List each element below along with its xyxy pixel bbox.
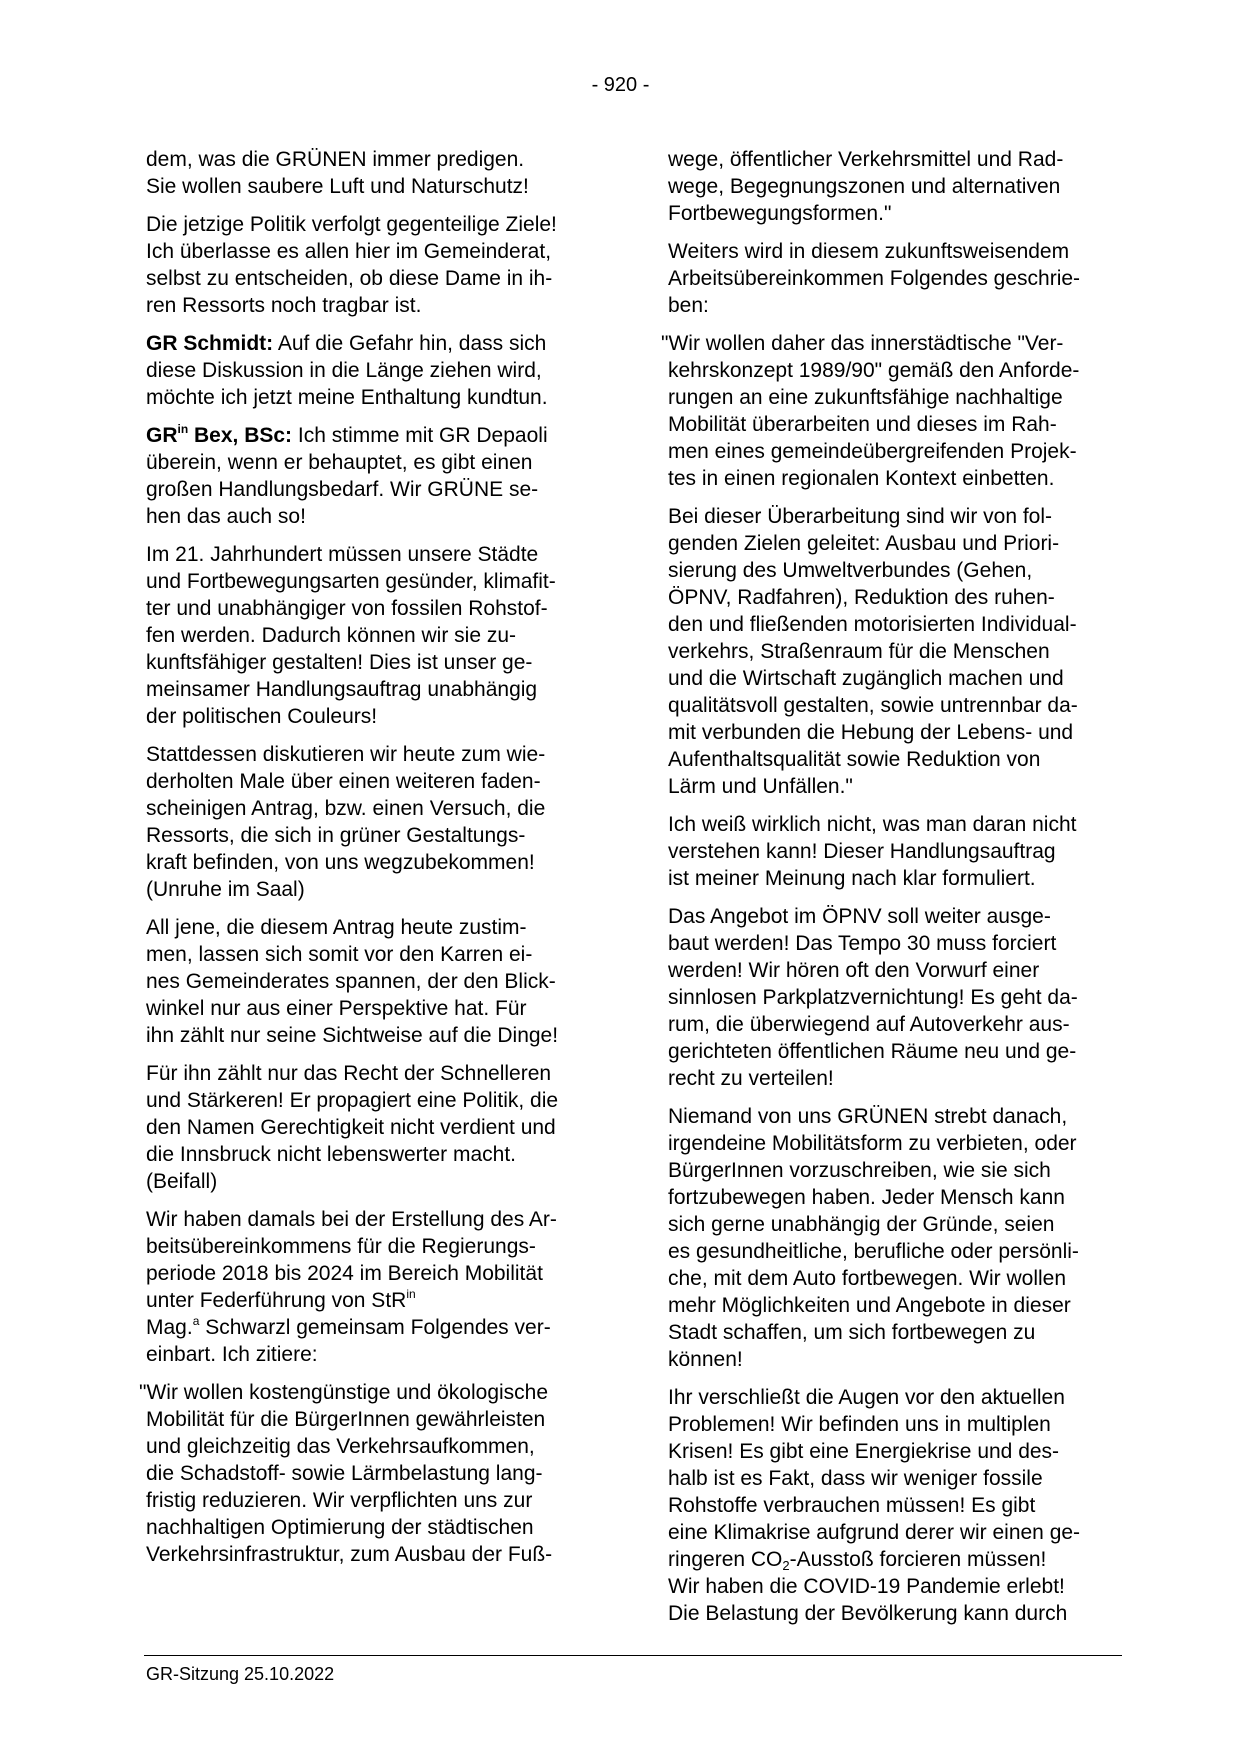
- paragraph: wege, öffentlicher Verkehrsmittel und Rad- wege, Begegnungszonen und alternativen Fortbewegungsformen.": [668, 148, 1064, 225]
- speaker-name: $GR^{in}$ Bex, BSc:: [146, 422, 293, 447]
- paragraph: Im 21. Jahrhundert müssen unsere Städte und Fortbewegungsarten gesünder, klimafit- ter und unabhängiger von fossilen Rohstof- fen werden. Dadurch können wir sie zu- kunftsfähiger gestalten! Dies ist unser ge- meinsamer Handlungsauftrag unabhängig der politischen Couleurs!: [146, 543, 556, 728]
- speaker-paragraph: GR Schmidt: Auf die Gefahr hin, dass sich diese Diskussion in die Länge ziehen wird, möchte ich jetzt meine Enthaltung kundtun.: [146, 332, 548, 409]
- paragraph: Niemand von uns GRÜNEN strebt danach, irgendeine Mobilitätsform zu verbieten, oder BürgerInnen vorzuschreiben, wie sie sich fortzubewegen haben. Jeder Mensch kann sich gerne unabhängig der Gründe, seien es gesundheitliche, berufliche oder persönli- che, mit dem Auto fortbewegen. Wir wollen mehr Möglichkeiten und Angebote in dieser Stadt schaffen, um sich fortbewegen zu können!: [668, 1105, 1079, 1371]
- quote-paragraph: "Wir wollen kostengünstige und ökologische Mobilität für die BürgerInnen gewährleisten und gleichzeitig das Verkehrsaufkommen, die Schadstoff- sowie Lärmbelastung lang- fristig reduzieren. Wir verpflichten uns zur nachhaltigen Optimierung der städtischen Verkehrsinfrastruktur, zum Ausbau der Fuß-: [139, 1381, 553, 1566]
- right-column: [661, 146, 1123, 1638]
- paragraph: Die jetzige Politik verfolgt gegenteilige Ziele! Ich überlasse es allen hier im Gemeinderat, selbst zu entscheiden, ob diese Dame in ih- ren Ressorts noch tragbar ist.: [146, 213, 557, 317]
- paragraph: Bei dieser Überarbeitung sind wir von fol- genden Zielen geleitet: Ausbau und Priori- sierung des Umweltverbundes (Gehen, ÖPNV, Radfahren), Reduktion des ruhen- den und fließenden motorisierten Individual- verkehrs, Straßenraum für die Menschen und die Wirtschaft zugänglich machen und qualitätsvoll gestalten, sowie untrennbar da- mit verbunden die Hebung der Lebens- und Aufenthaltsqualität sowie Reduktion von Lärm und Unfällen.": [668, 505, 1078, 798]
- paragraph: Stattdessen diskutieren wir heute zum wie- derholten Male über einen weiteren faden- scheinigen Antrag, bzw. einen Versuch, die Ressorts, die sich in grüner Gestaltungs- kraft befinden, von uns wegzubekommen! (Unruhe im Saal): [146, 743, 546, 901]
- speaker-name: GR Schmidt:: [146, 332, 274, 355]
- paragraph: All jene, die diesem Antrag heute zustim- men, lassen sich somit vor den Karren ei- nes Gemeinderates spannen, der den Blick- winkel nur aus einer Perspektive hat. Für ihn zählt nur seine Sichtweise auf die Dinge!: [146, 916, 559, 1047]
- left-column: [139, 146, 606, 1579]
- paragraph: Weiters wird in diesem zukunftsweisendem Arbeitsübereinkommen Folgendes geschrie- ben:: [668, 240, 1081, 317]
- paragraph: Ihr verschließt die Augen vor den aktuellen Problemen! Wir befinden uns in multiplen Krisen! Es gibt eine Energiekrise und des- halb ist es Fakt, dass wir weniger fossile Rohstoffe verbrauchen müssen! Es gibt eine Klimakrise aufgrund derer wir einen ge- ringeren $CO_2$-Ausstoß forcieren müssen! Wir haben die COVID-19 Pandemie erlebt! Die Belastung der Bevölkerung kann durch: [668, 1386, 1081, 1625]
- paragraph: Wir haben damals bei der Erstellung des Ar- beitsübereinkommens für die Regierungs- periode 2018 bis 2024 im Bereich Mobilität unter Federführung von StR$^{in}$ Mag.$^a$ Schwarzl gemeinsam Folgendes ver- einbart. Ich zitiere:: [146, 1208, 557, 1366]
- paragraph: Ich weiß wirklich nicht, was man daran nicht verstehen kann! Dieser Handlungsauftrag ist meiner Meinung nach klar formuliert.: [668, 813, 1077, 890]
- page-number: - 920 -: [591, 74, 650, 96]
- paragraph: Das Angebot im ÖPNV soll weiter ausge- baut werden! Das Tempo 30 muss forciert werden! Wir hören oft den Vorwurf einer sinnlosen Parkplatzvernichtung! Es geht da- rum, die überwiegend auf Autoverkehr aus- gerichteten öffentlichen Räume neu und ge- recht zu verteilen!: [668, 905, 1078, 1090]
- quote-paragraph: "Wir wollen daher das innerstädtische "Ver- kehrskonzept 1989/90" gemäß den Anforde- rungen an eine zukunftsfähige nachhaltige Mobilität überarbeiten und dieses im Rah- men eines gemeindeübergreifenden Projek- tes in einen regionalen Kontext einbetten.: [661, 332, 1080, 490]
- footer-divider: [144, 1655, 1122, 1656]
- paragraph: dem, was die GRÜNEN immer predigen. Sie wollen saubere Luft und Naturschutz!: [146, 148, 529, 198]
- speaker-paragraph: $GR^{in}$ Bex, BSc: Ich stimme mit GR Depaoli überein, wenn er behauptet, es gibt einen großen Handlungsbedarf. Wir GRÜNE se- hen das auch so!: [146, 422, 548, 528]
- paragraph: Für ihn zählt nur das Recht der Schnelleren und Stärkeren! Er propagiert eine Politik, die den Namen Gerechtigkeit nicht verdient und die Innsbruck nicht lebenswerter macht. (Beifall): [146, 1062, 559, 1193]
- footer-session-label: GR-Sitzung 25.10.2022: [146, 1664, 335, 1684]
